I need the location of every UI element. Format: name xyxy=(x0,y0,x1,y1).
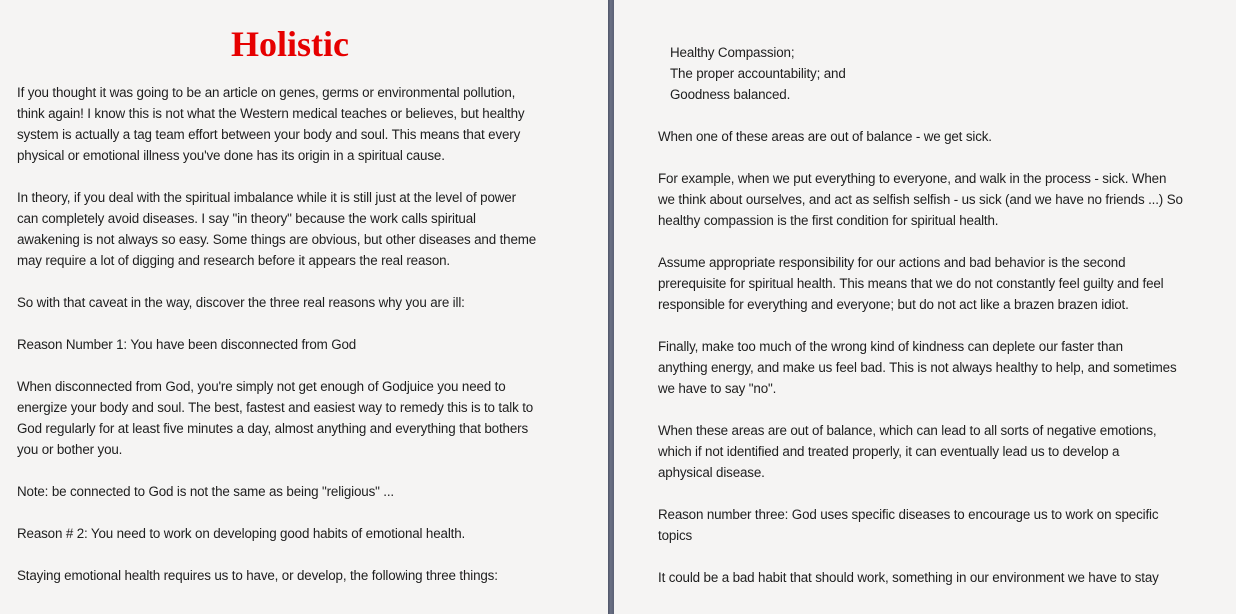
text-line: Reason Number 1: You have been disconnected from God xyxy=(17,337,357,352)
paragraph-reason-1-body xyxy=(17,376,533,460)
text-line: awakening is not always so easy. Some things are obvious, but other diseases and theme xyxy=(17,232,537,247)
list-item: Healthy Compassion; xyxy=(670,45,795,60)
text-line: It could be a bad habit that should work, something in our environment we have to stay xyxy=(658,570,1159,585)
text-line: Finally, make too much of the wrong kind of kindness can deplete our faster than xyxy=(658,339,1123,354)
text-line: When one of these areas are out of balance - we get sick. xyxy=(658,129,992,144)
paragraph-bad-habit xyxy=(658,567,1159,588)
text-line: physical or emotional illness you've done has its origin in a spiritual cause. xyxy=(17,148,445,163)
text-line: topics xyxy=(658,528,693,543)
right-page xyxy=(614,0,1236,614)
text-line: When these areas are out of balance, which can lead to all sorts of negative emotions, xyxy=(658,423,1157,438)
heading-reason-1 xyxy=(17,334,356,355)
three-things-list xyxy=(670,42,846,105)
text-line: God regularly for at least five minutes a day, almost anything and everything that bothers xyxy=(17,421,529,436)
paragraph-responsibility xyxy=(658,252,1164,315)
list-item: The proper accountability; and xyxy=(670,66,846,81)
text-line: prerequisite for spiritual health. This means that we do not constantly feel guilty and feel xyxy=(658,276,1164,291)
text-line: we have to say "no". xyxy=(658,381,777,396)
text-line: can completely avoid diseases. I say "in theory" because the work calls spiritual xyxy=(17,211,476,226)
list-item: Goodness balanced. xyxy=(670,87,791,102)
document-title: Holistic xyxy=(231,24,349,64)
paragraph-compassion xyxy=(658,168,1183,231)
text-line: responsible for everything and everyone; but do not act like a brazen brazen idiot. xyxy=(658,297,1129,312)
text-line: For example, when we put everything to everyone, and walk in the process - sick. When xyxy=(658,171,1167,186)
text-line: anything energy, and make us feel bad. This is not always healthy to help, and sometimes xyxy=(658,360,1177,375)
text-line: So with that caveat in the way, discover the three real reasons why you are ill: xyxy=(17,295,465,310)
paragraph-kindness xyxy=(658,336,1177,399)
left-page xyxy=(0,0,608,614)
text-line: think again! I know this is not what the Western medical teaches or believes, but healthy xyxy=(17,106,525,121)
text-line: which if not identified and treated properly, it can eventually lead us to develop a xyxy=(658,444,1120,459)
text-line: may require a lot of digging and research before it appears the real reason. xyxy=(17,253,450,268)
paragraph-note xyxy=(17,481,394,502)
paragraph-negative-emotions xyxy=(658,420,1156,483)
text-line: system is actually a tag team effort between your body and soul. This means that every xyxy=(17,127,521,142)
heading-reason-2 xyxy=(17,523,465,544)
text-line: If you thought it was going to be an article on genes, germs or environmental pollution, xyxy=(17,85,516,100)
text-line: we think about ourselves, and act as selfish selfish - us sick (and we have no friends ...) So xyxy=(658,192,1183,207)
heading-reason-3 xyxy=(658,504,1158,546)
text-line: Reason number three: God uses specific diseases to encourage us to work on specific xyxy=(658,507,1159,522)
paragraph-intro xyxy=(17,82,524,166)
text-line: Reason # 2: You need to work on developing good habits of emotional health. xyxy=(17,526,466,541)
text-line: Assume appropriate responsibility for our actions and bad behavior is the second xyxy=(658,255,1126,270)
text-line: Note: be connected to God is not the same as being "religious" ... xyxy=(17,484,395,499)
text-line: energize your body and soul. The best, fastest and easiest way to remedy this is to talk to xyxy=(17,400,534,415)
text-line: When disconnected from God, you're simply not get enough of Godjuice you need to xyxy=(17,379,506,394)
text-line: you or bother you. xyxy=(17,442,123,457)
text-line: aphysical disease. xyxy=(658,465,765,480)
paragraph-out-of-balance xyxy=(658,126,992,147)
text-line: In theory, if you deal with the spiritual imbalance while it is still just at the level of power xyxy=(17,190,516,205)
paragraph-theory xyxy=(17,187,536,271)
paragraph-caveat xyxy=(17,292,465,313)
paragraph-three-things xyxy=(17,565,498,586)
text-line: Staying emotional health requires us to have, or develop, the following three things: xyxy=(17,568,498,583)
text-line: healthy compassion is the first condition for spiritual health. xyxy=(658,213,999,228)
